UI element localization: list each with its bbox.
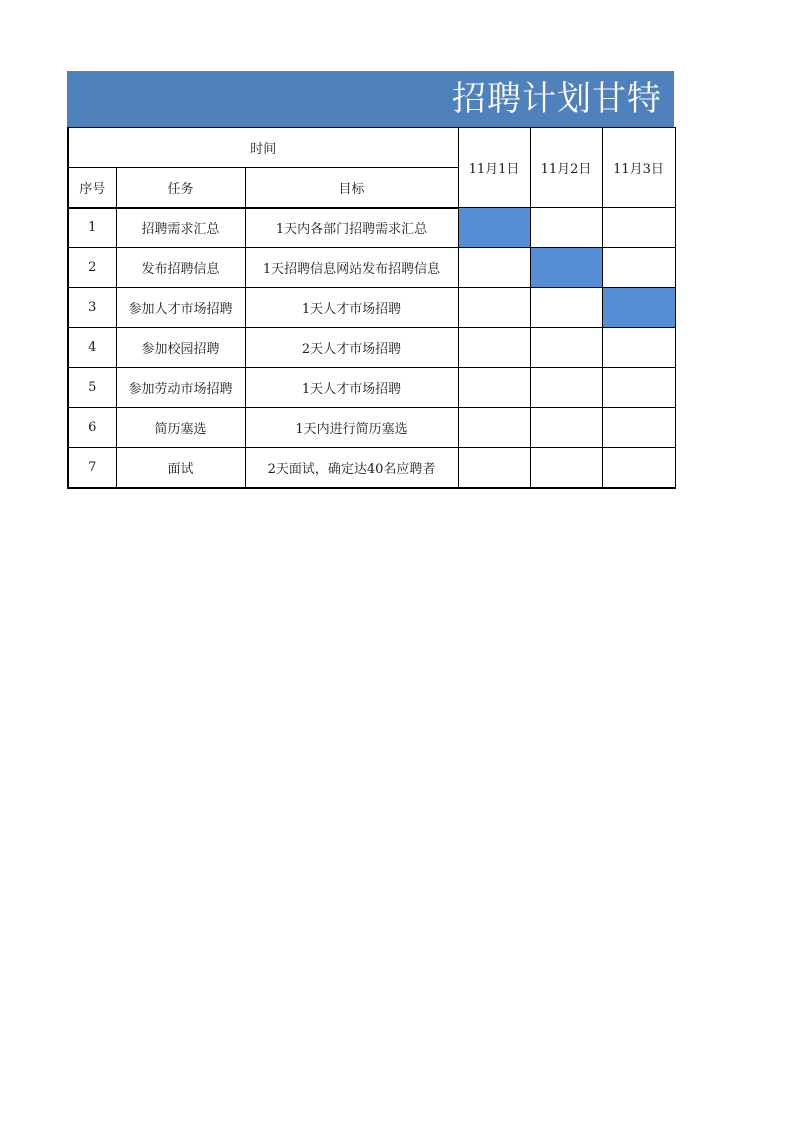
gantt-cell — [530, 368, 602, 408]
gantt-cell — [602, 448, 675, 488]
task-rows — [68, 208, 675, 488]
row-index: 5 — [68, 368, 116, 408]
row-task: 发布招聘信息 — [116, 248, 245, 288]
index-header: 序号 — [68, 168, 116, 208]
row-task: 参加校园招聘 — [116, 328, 245, 368]
gantt-cell — [602, 248, 675, 288]
gantt-bar-cell — [602, 288, 675, 328]
row-task: 招聘需求汇总 — [116, 208, 245, 248]
row-index: 4 — [68, 328, 116, 368]
gantt-cell — [458, 368, 530, 408]
row-index: 1 — [68, 208, 116, 248]
table-row — [68, 208, 675, 248]
row-index: 6 — [68, 408, 116, 448]
gantt-cell — [530, 328, 602, 368]
row-goal: 1天内进行简历塞选 — [245, 408, 458, 448]
header-row-time — [68, 128, 675, 168]
row-goal: 1天内各部门招聘需求汇总 — [245, 208, 458, 248]
date-header: 11月3日 — [602, 128, 675, 208]
gantt-cell — [602, 408, 675, 448]
gantt-cell — [458, 448, 530, 488]
gantt-cell — [458, 248, 530, 288]
row-goal: 2天面试，确定达40名应聘者 — [245, 448, 458, 488]
gantt-cell — [458, 288, 530, 328]
table-row — [68, 408, 675, 448]
table-row — [68, 448, 675, 488]
row-task: 参加劳动市场招聘 — [116, 368, 245, 408]
row-task: 简历塞选 — [116, 408, 245, 448]
table-row — [68, 368, 675, 408]
row-goal: 1天招聘信息网站发布招聘信息 — [245, 248, 458, 288]
gantt-bar-cell — [458, 208, 530, 248]
gantt-cell — [458, 408, 530, 448]
row-task: 面试 — [116, 448, 245, 488]
gantt-sheet — [67, 71, 674, 489]
row-task: 参加人才市场招聘 — [116, 288, 245, 328]
row-index: 2 — [68, 248, 116, 288]
page-title: 招聘计划甘特 — [452, 79, 662, 119]
gantt-cell — [530, 448, 602, 488]
row-goal: 1天人才市场招聘 — [245, 288, 458, 328]
row-index: 3 — [68, 288, 116, 328]
gantt-cell — [602, 208, 675, 248]
goal-header: 目标 — [245, 168, 458, 208]
table-row — [68, 328, 675, 368]
gantt-cell — [530, 288, 602, 328]
row-goal: 1天人才市场招聘 — [245, 368, 458, 408]
task-header: 任务 — [116, 168, 245, 208]
date-header: 11月1日 — [458, 128, 530, 208]
gantt-bar-cell — [530, 248, 602, 288]
table-row — [68, 288, 675, 328]
gantt-cell — [530, 208, 602, 248]
gantt-table — [67, 127, 676, 489]
table-row — [68, 248, 675, 288]
date-header: 11月2日 — [530, 128, 602, 208]
gantt-cell — [530, 408, 602, 448]
gantt-cell — [602, 328, 675, 368]
time-header: 时间 — [68, 128, 458, 168]
row-goal: 2天人才市场招聘 — [245, 328, 458, 368]
row-index: 7 — [68, 448, 116, 488]
title-bar — [67, 71, 674, 127]
gantt-cell — [458, 328, 530, 368]
gantt-cell — [602, 368, 675, 408]
